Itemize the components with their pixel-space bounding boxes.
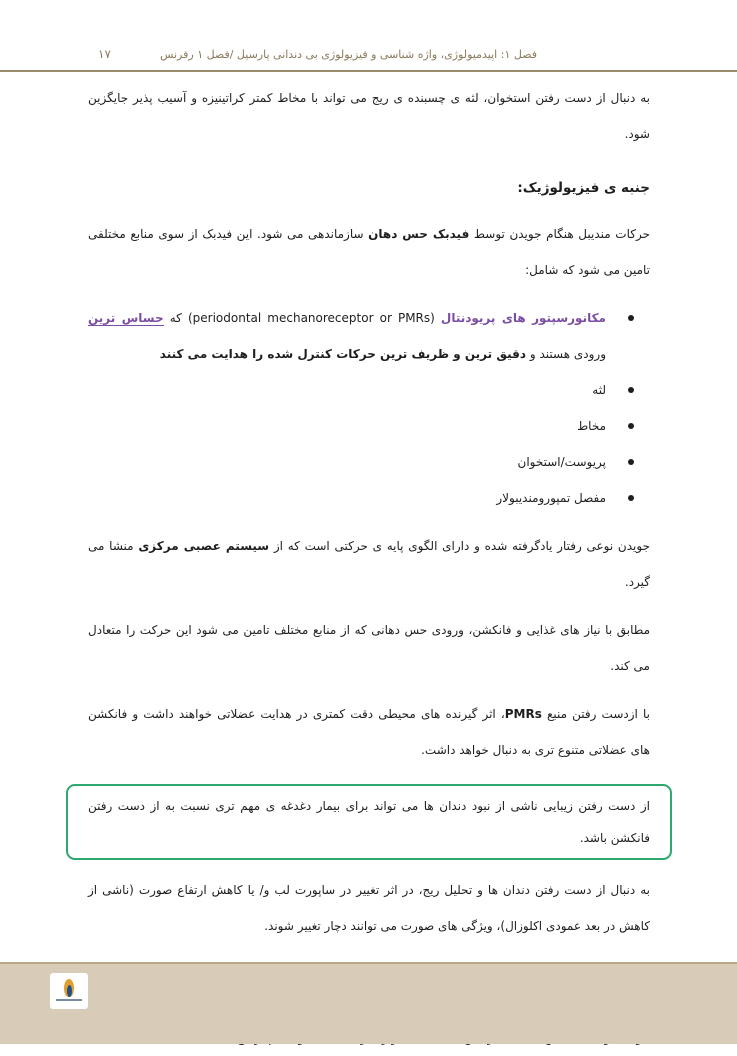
paragraph-1: به دنبال از دست رفتن استخوان، لثه ی چسبنده ی ریج می تواند با مخاط کمتر کراتینیزه و آسیب پذیر جایگزین شود.: [88, 91, 650, 141]
publisher-logo-icon: [50, 973, 88, 1009]
paragraph-7: به دنبال از دست رفتن دندان ها و تحلیل ریج، در اثر تغییر در ساپورت لب و/ یا کاهش ارتفاع صورت (ناشی از کاهش در بعد عمودی اکلوزال)، ویژگی های صورت می توانند دچار تغییر شوند.: [88, 883, 650, 933]
p5-text-a: با ازدست رفتن منبع: [541, 707, 650, 721]
p2-text-a: حرکات مندیبل هنگام جویدن توسط: [469, 227, 650, 241]
paragraph-4: مطابق با نیاز های غذایی و فانکشن، ورودی حس دهانی که از منابع مختلف تامین می شود این حرکت را متعادل می کند.: [88, 623, 650, 673]
p2-bold-term: فیدبک حس دهان: [368, 227, 470, 241]
p5-bold-term: PMRs: [504, 707, 542, 721]
running-title: فصل ۱: اپیدمیولوژی، واژه شناسی و فیزیولوژی بی دندانی پارسیل /فصل ۱ رفرنس: [159, 48, 537, 61]
page-footer: [0, 962, 737, 1044]
p3-text-a: جویدن نوعی رفتار یادگرفته شده و دارای الگوی پایه ی حرکتی است که از: [269, 539, 651, 553]
list-item: مخاط: [88, 408, 606, 444]
p5-text-c: ، اثر گیرنده های محیطی دقت کمتری در هدایت عضلاتی خواهند داشت و فانکشن های عضلاتی متنوع تری به دنبال خواهد داشت.: [88, 707, 650, 757]
logo-flame-inner-shape: [67, 985, 72, 997]
purple-term-sensitive: حساس ترین: [88, 311, 164, 325]
paragraph-5: [88, 696, 650, 768]
p3-bold-term: سیستم عصبی مرکزی: [138, 539, 270, 553]
list-item: [88, 300, 606, 372]
bullet1-text-d: ورودی هستند و: [526, 347, 606, 361]
list-item: پریوست/استخوان: [88, 444, 606, 480]
purple-term-pmr: مکانورسپتور های پریودنتال: [440, 311, 606, 325]
page-number: ۱۷: [98, 47, 111, 61]
source-list: [88, 300, 650, 516]
bullet1-text-b: (periodontal mechanoreceptor or PMRs) که: [163, 311, 441, 325]
list-item: لثه: [88, 372, 606, 408]
page-body: [88, 80, 650, 1056]
page-header: [0, 0, 737, 72]
section-title-physiologic: جنبه ی فیزیولوژیک:: [517, 180, 650, 196]
bullet1-bold-text: دقیق ترین و ظریف ترین حرکات کنترل شده را هدایت می کنند: [159, 347, 527, 361]
list-item: مفصل تمپورومندیبولار: [88, 480, 606, 516]
highlight-box: از دست رفتن زیبایی ناشی از نبود دندان ها می تواند برای بیمار دغدغه ی مهم تری نسبت به از دست رفتن فانکشن باشد.: [66, 784, 672, 860]
p2-text-c: سازماندهی می شود. این فیدبک از سوی منابع مختلفی تامین می شود که شامل:: [88, 227, 650, 277]
paragraph-3: [88, 528, 650, 600]
paragraph-2: [88, 216, 650, 288]
logo-wordmark-line: [56, 999, 82, 1001]
p3-text-c: منشا می گیرد.: [88, 539, 650, 589]
